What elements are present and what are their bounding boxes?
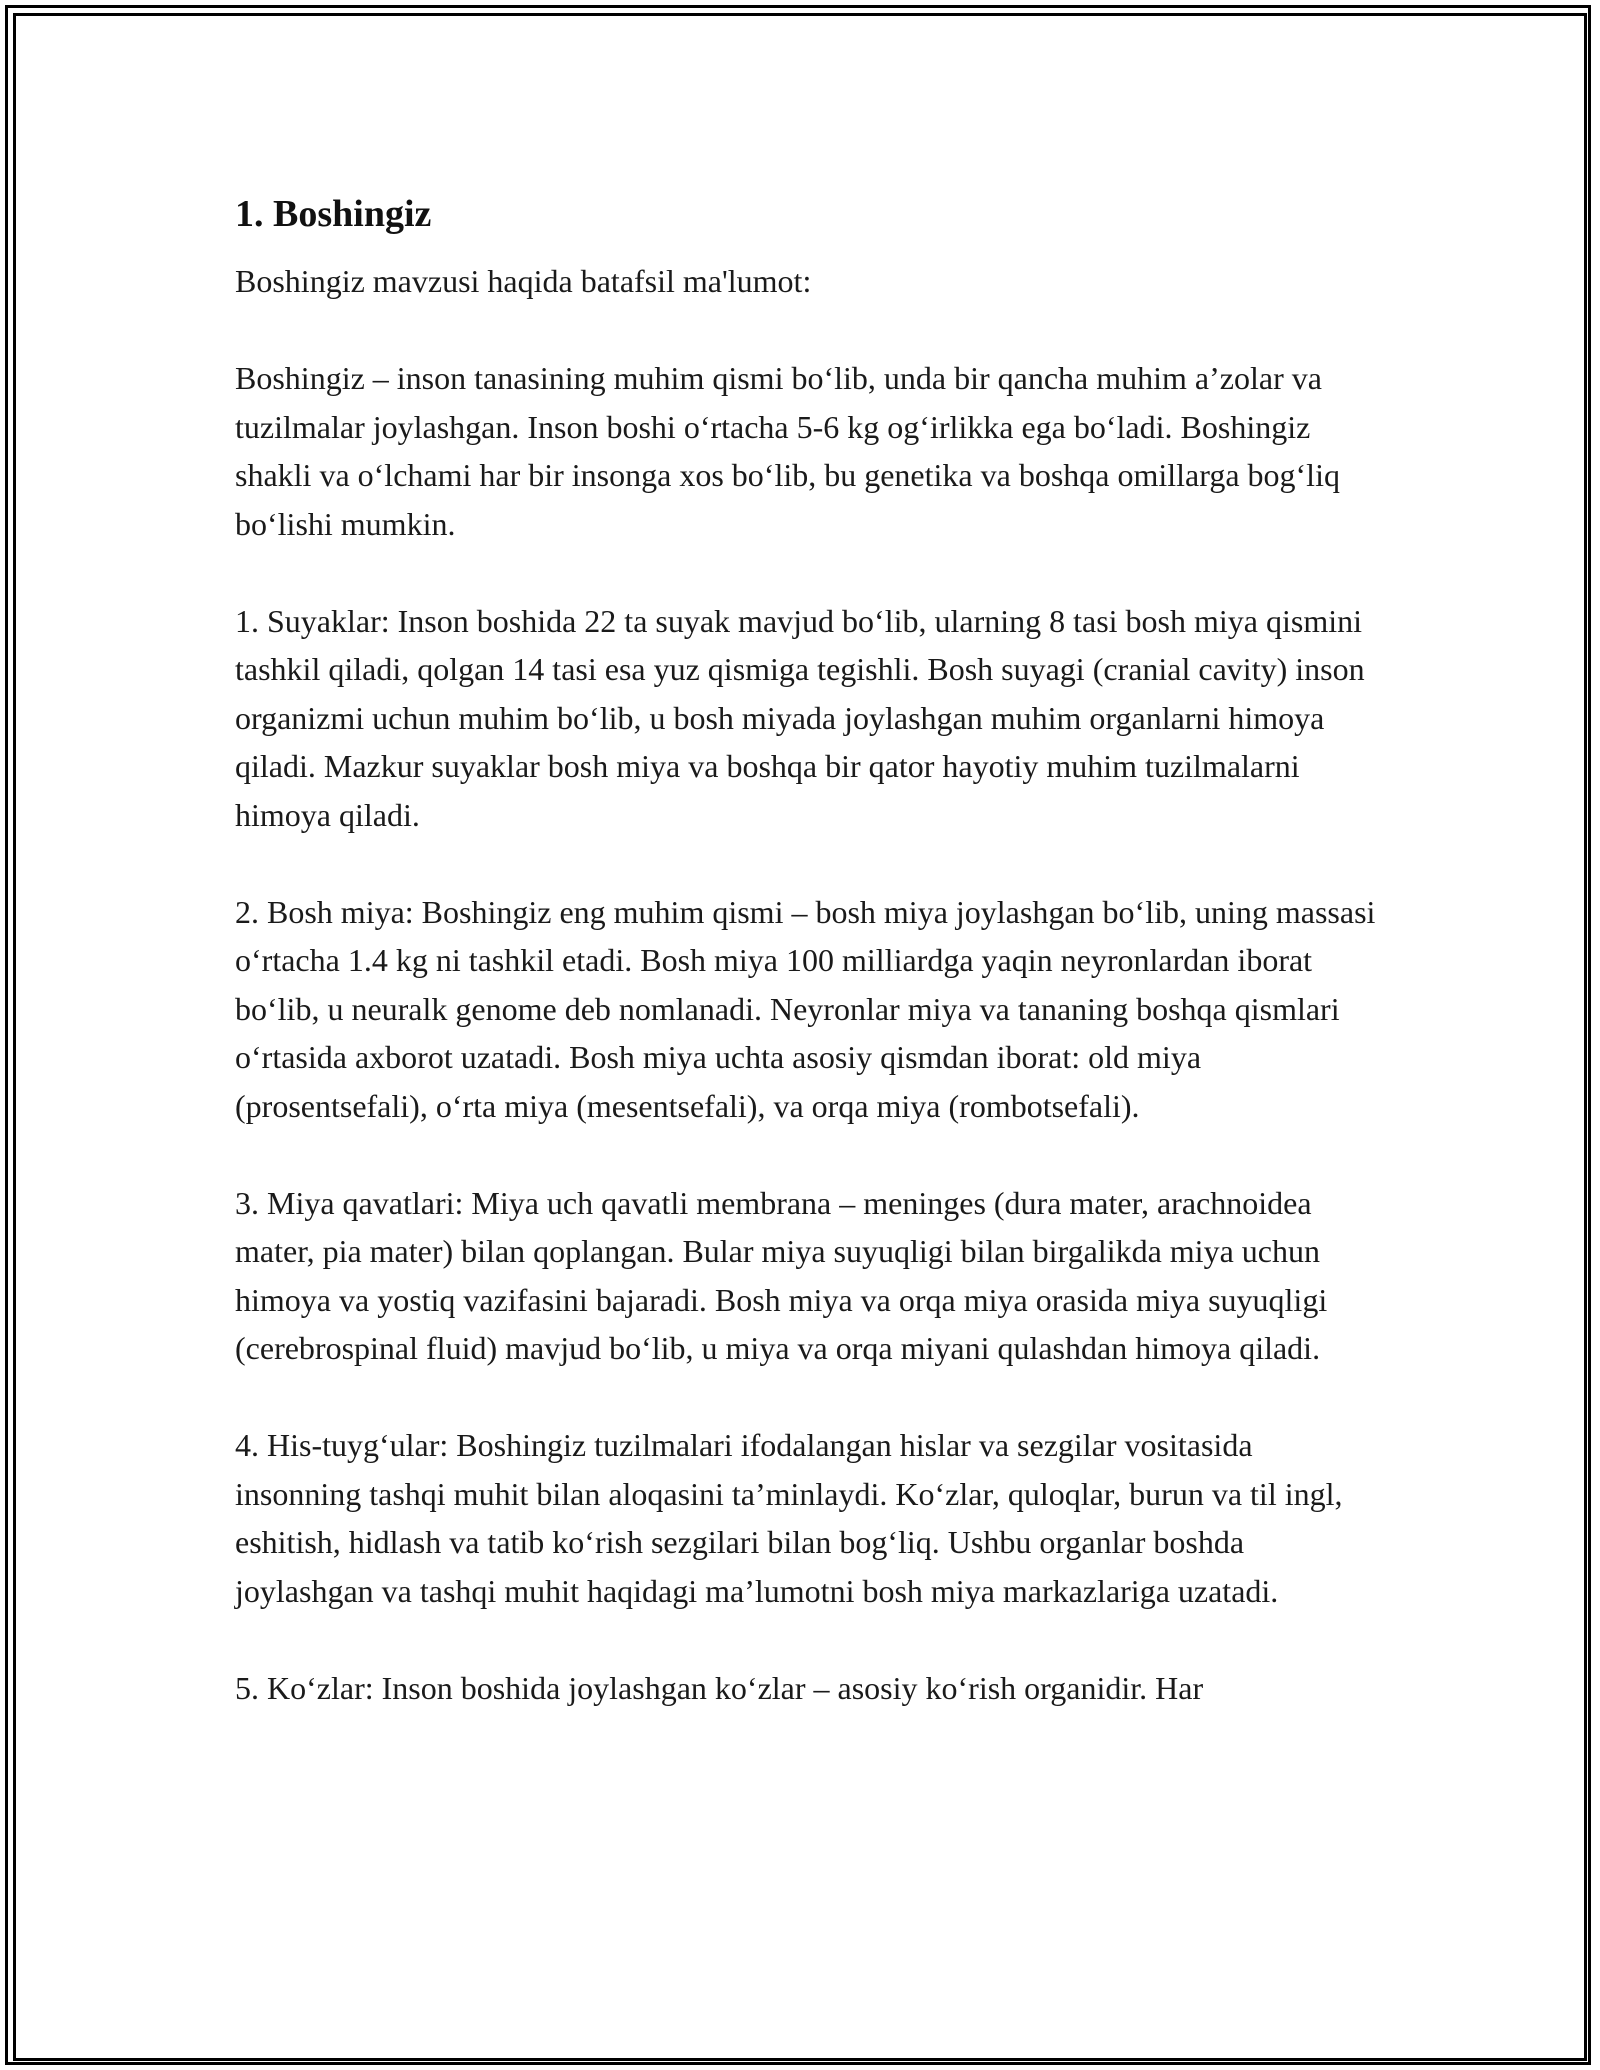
document-body	[235, 185, 1385, 1761]
overview-paragraph: Boshingiz – inson tanasining muhim qismi bo‘lib, unda bir qancha muhim a’zolar va tuzilmalar joylashgan. Inson boshi o‘rtacha 5-6 kg og‘irlikka ega bo‘ladi. Boshingiz shakli va o‘lchami har bir insonga xos bo‘lib, bu genetika va boshqa omillarga bog‘liq bo‘lishi mumkin.	[235, 360, 1340, 542]
brain-paragraph: 2. Bosh miya: Boshingiz eng muhim qismi – bosh miya joylashgan bo‘lib, uning massasi o‘rtacha 1.4 kg ni tashkil etadi. Bosh miya 100 milliardga yaqin neyronlardan iborat bo‘lib, u neuralk genome deb nomlanadi. Neyronlar miya va tananing boshqa qismlari o‘rtasida axborot uzatadi. Bosh miya uchta asosiy qismdan iborat: old miya (prosentsefali), o‘rta miya (mesentsefali), va orqa miya (rombotsefali).	[235, 893, 1376, 1124]
eyes-paragraph: 5. Ko‘zlar: Inson boshida joylashgan ko‘zlar – asosiy ko‘rish organidir. Har	[235, 1669, 1204, 1706]
section-heading: 1. Boshingiz	[235, 193, 432, 235]
senses-paragraph: 4. His-tuyg‘ular: Boshingiz tuzilmalari ifodalangan hislar va sezgilar vositasida insonning tashqi muhit bilan aloqasini ta’minlaydi. Ko‘zlar, quloqlar, burun va til ingl, eshitish, hidlash va tatib ko‘rish sezgilari bilan bog‘liq. Ushbu organlar boshda joylashgan va tashqi muhit haqidagi ma’lumotni bosh miya markazlariga uzatadi.	[235, 1427, 1343, 1609]
intro-paragraph: Boshingiz mavzusi haqida batafsil ma'lumot:	[235, 263, 812, 299]
bones-paragraph: 1. Suyaklar: Inson boshida 22 ta suyak mavjud bo‘lib, ularning 8 tasi bosh miya qismini tashkil qiladi, qolgan 14 tasi esa yuz qismiga tegishli. Bosh suyagi (cranial cavity) inson organizmi uchun muhim bo‘lib, u bosh miyada joylashgan muhim organlarni himoya qiladi. Mazkur suyaklar bosh miya va boshqa bir qator hayotiy muhim tuzilmalarni himoya qiladi.	[235, 602, 1365, 833]
meninges-paragraph: 3. Miya qavatlari: Miya uch qavatli membrana – meninges (dura mater, arachnoidea mater, pia mater) bilan qoplangan. Bular miya suyuqligi bilan birgalikda miya uchun himoya va yostiq vazifasini bajaradi. Bosh miya va orqa miya orasida miya suyuqligi (cerebrospinal fluid) mavjud bo‘lib, u miya va orqa miyani qulashdan himoya qiladi.	[235, 1184, 1328, 1366]
